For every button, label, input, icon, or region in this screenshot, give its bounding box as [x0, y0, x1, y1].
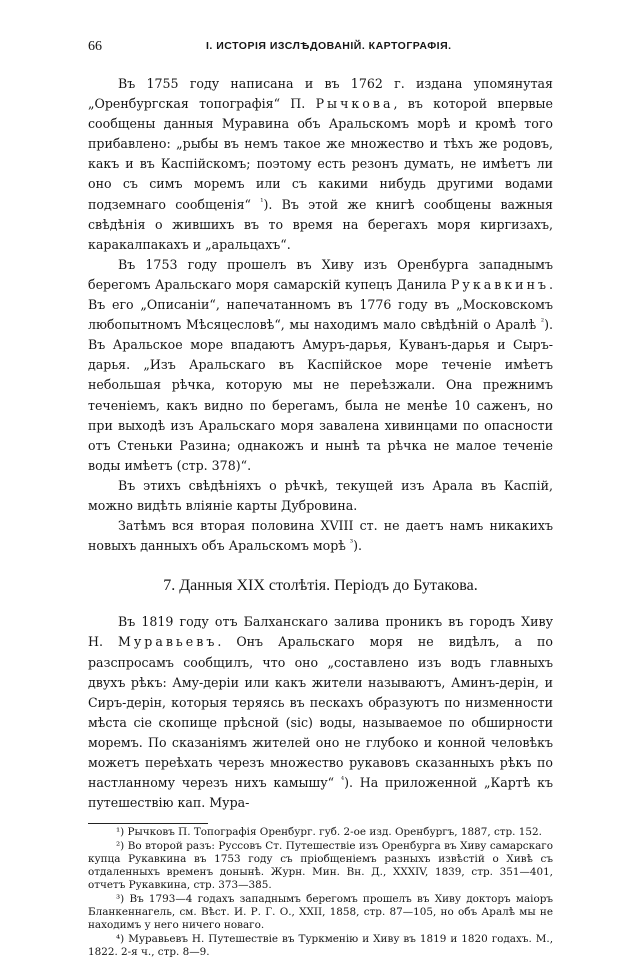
footnote-1: ¹) Рычковъ П. Топографія Оренбург. губ. 2-ое изд. Оренбургъ, 1887, стр. 152.: [116, 826, 542, 839]
footnote-ref: ¹: [260, 196, 264, 206]
author-name: Рычкова: [315, 96, 394, 112]
paragraph-4: Затѣмъ вся вторая половина XVIII ст. не даетъ намъ никакихъ новыхъ данныхъ объ Аральскомъ морѣ $^{^3}$).: [88, 518, 553, 554]
page-number: 66: [88, 39, 102, 54]
paragraph-2: Въ 1753 году прошелъ въ Хиву изъ Оренбурга западнымъ берегомъ Аральскаго моря самарскій купецъ Данила Рукавкинъ. Въ его „Описаніи“, напечатанномъ въ 1776 году въ „Московскомъ любопытномъ Мѣсяцесловѣ“, мы находимъ мало свѣдѣній о Аралѣ $^{^2}$). Въ Аральское море впадаютъ Амуръ-дарья, Куванъ-дарья и Сыръ-дарья. „Изъ Аральскаго въ Каспійское море теченіе имѣетъ небольшая рѣчка, которую мы не переѣзжали. Она прежнимъ теченіемъ, какъ видно по берегамъ, была не менѣе 10 саженъ, но при выходѣ изъ Аральскаго моря завалена хивинцами по опасности отъ Стеньки Разина; однакожъ и нынѣ та рѣчка не малое теченіе воды имѣетъ (стр. 378)“.: [88, 256, 553, 473]
paragraph-3: Въ этихъ свѣдѣніяхъ о рѣчкѣ, текущей изъ Арала въ Каспій, можно видѣть вліяніе карты Дубровина.: [88, 477, 553, 513]
footnote-divider: [88, 823, 208, 824]
running-head: I. ИСТОРІЯ ИЗСЛѢДОВАНІЙ. КАРТОГРАФІЯ.: [206, 40, 452, 52]
paragraph-1: Въ 1755 году написана и въ 1762 г. издана упомянутая „Оренбургская топографія“ П. Рычкова, въ которой впервые сообщены данныя Муравина объ Аральскомъ морѣ и кромѣ того прибавлено: „рыбы въ немъ такое же множество и тѣхъ же родовъ, какъ и въ Каспійскомъ; поэтому есть резонъ думать, не имѣетъ ли оно съ симъ моремъ или съ какими нибудь другими водами подземнаго сообщенія“ $^{^1}$). Въ этой же книгѣ сообщены важныя свѣдѣнія о жившихъ въ то время на берегахъ моря киргизахъ, каракалпакахъ и „аральцахъ“.: [88, 76, 553, 252]
section-heading: 7. Данныя XIX столѣтія. Періодъ до Бутакова.: [163, 577, 478, 595]
footnote-2: ²) Во второй разъ: Руссовъ Ст. Путешествіе изъ Оренбурга въ Хиву самарскаго купца Рукавкина въ 1753 году съ пріобщеніемъ разныхъ извѣстій о Хивѣ съ отдаленныхъ временъ донынѣ. Журн. Мин. Вн. Д., XXXIV, 1839, стр. 351—401, отчетъ Рукавкина, стр. 373—385.: [88, 839, 553, 892]
footnote-ref: ⁴: [340, 774, 345, 784]
footnotes: [88, 826, 553, 959]
footnote-3: ³) Въ 1793—4 годахъ западнымъ берегомъ прошелъ въ Хиву докторъ маіоръ Бланкеннагель, см. Вѣст. И. Р. Г. О., XXII, 1858, стр. 87—105, но объ Аралѣ мы не находимъ у него ничего новаго.: [88, 892, 553, 932]
author-name: Рукавкинъ: [450, 276, 549, 292]
body-text: [88, 74, 553, 959]
footnote-ref: ²: [540, 316, 545, 326]
page-header: [88, 39, 553, 55]
footnote-4: ⁴) Муравьевъ Н. Путешествіе въ Туркменію и Хиву въ 1819 и 1820 годахъ. М., 1822. 2-я ч., стр. 8—9.: [88, 932, 553, 958]
author-name: Муравьевъ: [117, 634, 218, 650]
footnote-ref: ³: [349, 537, 354, 547]
paragraph-5: Въ 1819 году отъ Балханскаго залива проникъ въ городъ Хиву Н. Муравьевъ. Онъ Аральскаго моря не видѣлъ, а по разспросамъ сообщилъ, что оно „составлено изъ водъ главныхъ двухъ рѣкъ: Аму-деріи или какъ жители называютъ, Аминъ-дерін, и Сиръ-дерін, которыя теряясь въ пескахъ образуютъ по низменности мѣста сіе скопище прѣсной (sic) воды, называемое по обширности моремъ. По сказаніямъ жителей оно не глубоко и конной человѣкъ можетъ переѣхать черезъ множество рукавовъ сказанныхъ рѣкъ по настланному черезъ нихъ камышу“ $^{^4}$). На приложенной „Картѣ къ путешествію кап. Мура-: [88, 614, 553, 811]
